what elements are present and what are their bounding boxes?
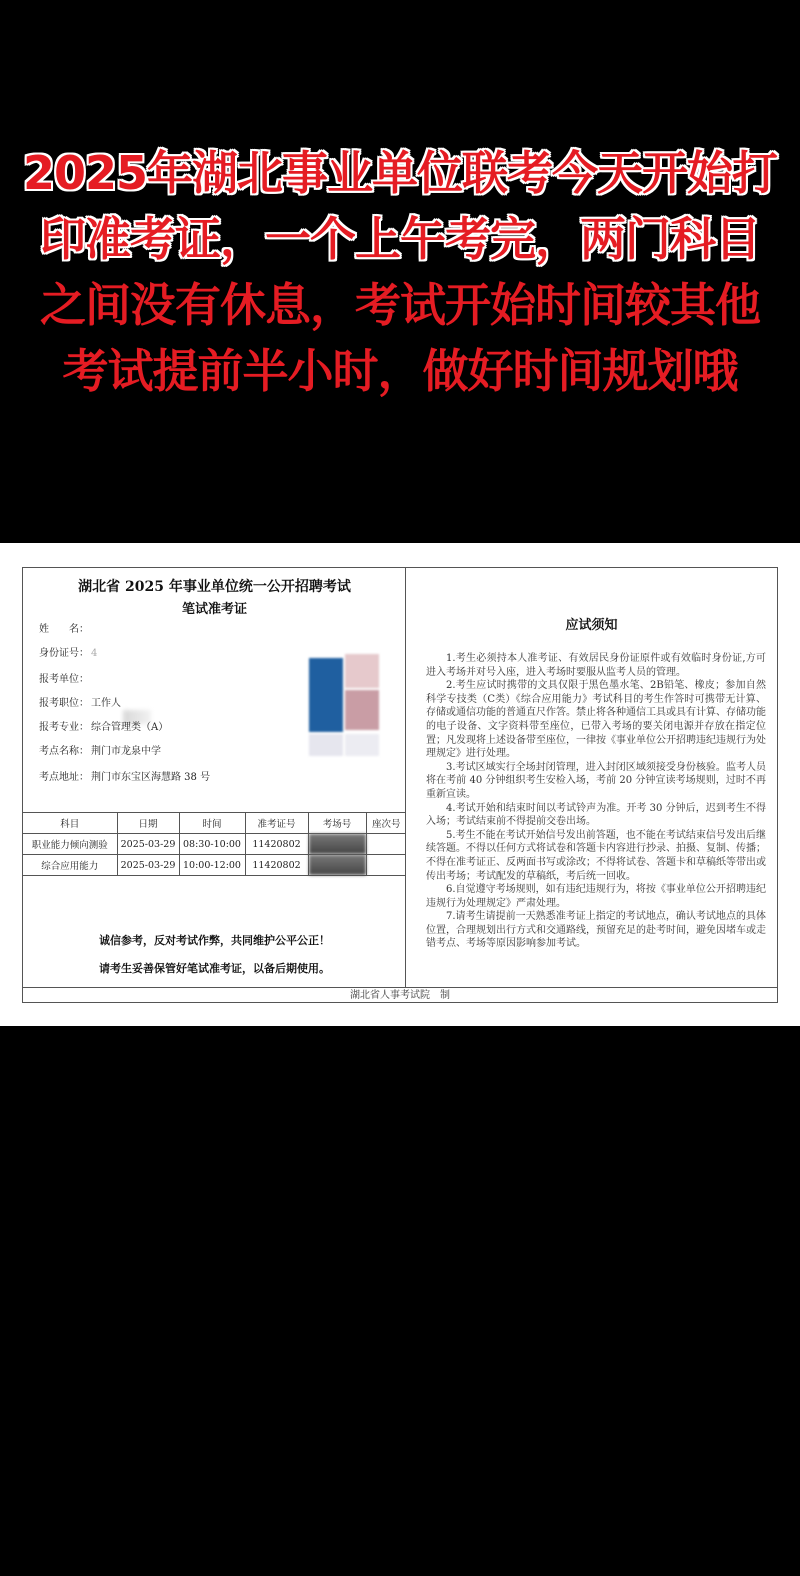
candidate-photo-redacted [309, 654, 379, 756]
field-label: 报考专业： [39, 722, 89, 733]
keep-card-reminder: 请考生妥善保管好笔试准考证，以备后期使用。 [99, 962, 330, 975]
column-header: 日期 [117, 813, 179, 834]
field-label: 考点地址： [39, 772, 89, 783]
field-label: 姓 名： [39, 624, 89, 635]
field-label: 考点名称： [39, 746, 89, 757]
card-subtitle: 笔试准考证 [181, 602, 247, 617]
document-panel [0, 543, 800, 1026]
notice-item: 5.考生不能在考试开始信号发出前答题，也不能在考试结束信号发出后继续答题。不得以任何方式将试卷和答题卡内容进行抄录、拍摄、复制、传播；不得在准考证正、反两面书写或涂改；不得将试卷、答题卡和草稿纸等带出或传出考场；考试配发的草稿纸，考后统一回收。 [426, 829, 766, 882]
field-position [39, 694, 121, 709]
field-site-name [39, 742, 161, 757]
table-cell [366, 834, 406, 855]
column-header: 考场号 [308, 813, 366, 834]
integrity-slogan: 诚信参考，反对考试作弊，共同维护公平公正！ [99, 934, 330, 947]
table-cell: 08:30-10:00 [179, 834, 245, 855]
field-label: 报考单位： [39, 674, 89, 685]
field-value: 综合管理类（A） [91, 722, 169, 733]
field-unit [39, 670, 91, 685]
table-cell-redacted [308, 834, 366, 855]
table-cell: 职业能力倾向测验 [23, 834, 117, 855]
field-value: 工作人 [91, 698, 121, 709]
field-value: 荆门市东宝区海慧路 38 号 [91, 772, 211, 783]
exam-schedule-table [23, 812, 406, 876]
table-cell: 11420802 [245, 855, 308, 876]
field-name [39, 620, 91, 635]
column-header: 准考证号 [245, 813, 308, 834]
headline-line-2: 印准考证，一个上午考完，两门科目 [40, 212, 760, 266]
issuer-footer: 湖北省人事考试院 制 [23, 987, 777, 1002]
headline-line-4: 考试提前半小时，做好时间规划哦 [62, 344, 738, 398]
table-row [23, 855, 406, 876]
table-cell: 11420802 [245, 834, 308, 855]
notice-item: 4.考试开始和结束时间以考试铃声为准。开考 30 分钟后，迟到考生不得入场；考试结束前不得提前交卷出场。 [426, 802, 766, 828]
field-label: 报考职位： [39, 698, 89, 709]
notice-item: 3.考试区域实行全场封闭管理，进入封闭区域须接受身份核验。监考人员将在考前 40 分钟组织考生安检入场，考前 20 分钟宣读考场规则，过时不再重新宣读。 [426, 761, 766, 800]
notice-item: 1.考生必须持本人准考证、有效居民身份证原件或有效临时身份证,方可进入考场并对号入座，进入考场时要服从监考人员的管理。 [426, 653, 766, 678]
notice-title: 应试须知 [565, 618, 618, 633]
column-header: 时间 [179, 813, 245, 834]
table-cell: 2025-03-29 [117, 855, 179, 876]
table-cell: 10:00-12:00 [179, 855, 245, 876]
admission-card-front [23, 568, 406, 987]
notice-item: 7.请考生请提前一天熟悉准考证上指定的考试地点，确认考试地点的具体位置，合理规划出行方式和交通路线，预留充足的赴考时间，避免因堵车或走错考点、考场等原因影响参加考试。 [426, 911, 766, 950]
notice-list [426, 652, 766, 951]
column-header: 座次号 [366, 813, 406, 834]
table-cell-redacted [308, 855, 366, 876]
field-major [39, 718, 168, 733]
card-title: 湖北省 2025 年事业单位统一公开招聘考试 [78, 579, 351, 595]
exam-notice [406, 568, 777, 987]
headline-line-1: 2025年湖北事业单位联考今天开始打 [22, 146, 778, 200]
table-cell: 2025-03-29 [117, 834, 179, 855]
headline-line-3: 之间没有休息，考试开始时间较其他 [40, 278, 760, 332]
field-value: 荆门市龙泉中学 [91, 746, 161, 757]
field-id-number [39, 644, 97, 659]
table-cell [366, 855, 406, 876]
table-header-row [23, 813, 406, 834]
headline [0, 140, 800, 404]
field-site-address [39, 768, 210, 783]
field-label: 身份证号： [39, 648, 89, 659]
field-value: 4 [91, 648, 98, 659]
notice-item: 2.考生应试时携带的文具仅限于黑色墨水笔、2B铅笔、橡皮；参加自然科学专技类（C类）《综合应用能力》考试科目的考生作答时可携带无计算、存储或通信功能的普通直尺作答。禁止将各种通信工具或具有计算、存储功能的电子设备、文字资料带至座位，已带入考场的要关闭电源并存放在指定位置；凡发现将上述设备带至座位，一律按《事业单位公开招聘违纪违规行为处理规定》进行处理。 [426, 680, 766, 760]
table-cell: 综合应用能力 [23, 855, 117, 876]
column-header: 科目 [23, 813, 117, 834]
table-row [23, 834, 406, 855]
admission-card [22, 567, 778, 1003]
notice-item: 6.自觉遵守考场规则，如有违纪违规行为，将按《事业单位公开招聘违纪违规行为处理规定》严肃处理。 [426, 884, 766, 909]
